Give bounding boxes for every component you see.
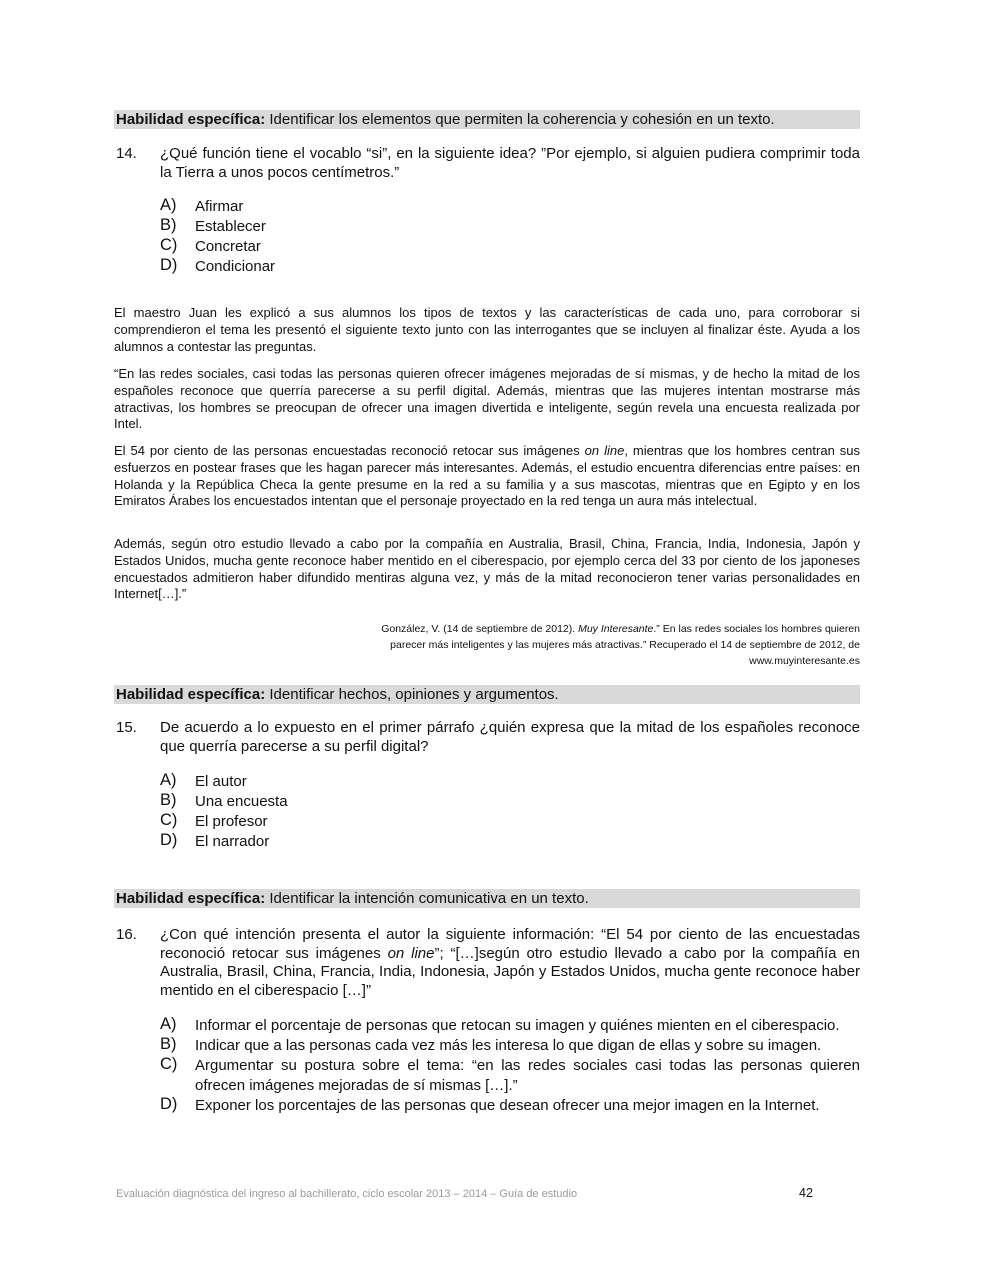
- question-number: 15.: [116, 719, 137, 736]
- option-letter: D): [160, 256, 178, 274]
- option-letter: A): [160, 196, 177, 214]
- option-letter: C): [160, 1055, 178, 1073]
- reading-paragraph-3: Además, según otro estudio llevado a cabo por la compañía en Australia, Brasil, China, Francia, India, Indonesia, Japón y Estados Unidos, mucha gente reconoce haber mentido en el ciberespacio, por ejemplo cerca del 33 por ciento de los japoneses encuestados admitieron haber difundido mentiras alguna vez, y más de la mitad reconocieron tener varias personalidades en Internet[…].”: [114, 536, 860, 602]
- text: ”; “[…]según otro estudio llevado a cabo por la compañía en Australia, Brasil, China, Francia, India, Indonesia, Japón y Estados Unidos, mucha gente reconoce haber mentido en el ciberespacio […]”: [160, 944, 860, 999]
- option-letter: C): [160, 236, 178, 254]
- skill-text: Identificar la intención comunicativa en un texto.: [269, 890, 589, 907]
- option-letter: C): [160, 811, 178, 829]
- option-b[interactable]: [160, 792, 860, 812]
- page-number: 42: [799, 1186, 813, 1200]
- option-text: El profesor: [195, 813, 268, 830]
- option-c[interactable]: [160, 812, 860, 832]
- option-c[interactable]: [160, 237, 860, 257]
- skill-text: Identificar hechos, opiniones y argumentos.: [269, 686, 559, 703]
- text: , mientras que los hombres centran sus esfuerzos en postear frases que les hagan parecer más interesantes. Además, el estudio encuentra diferencias entre países: en Holanda y la República Checa la gente presume en la red a su familia y a sus mascotas, mientras que en Egipto y en los Emiratos Árabes los encuestados intentan que el personaje proyectado en la red tenga un aura más intelectual.: [114, 443, 860, 509]
- option-text: Condicionar: [195, 258, 276, 275]
- question-15: [114, 719, 860, 756]
- question-14: [114, 145, 860, 182]
- option-text: Argumentar su postura sobre el tema: “en las redes sociales casi todas las personas quieren ofrecen imágenes mejoradas de sí mismas […].”: [195, 1057, 860, 1094]
- options-14: [160, 197, 860, 277]
- text: El 54 por ciento de las personas encuestadas reconoció retocar sus imágenes: [114, 443, 585, 458]
- option-letter: B): [160, 1035, 177, 1053]
- options-15: [160, 772, 860, 852]
- skill-label: Habilidad específica:: [116, 111, 266, 128]
- option-letter: A): [160, 1015, 177, 1033]
- skill-text: Identificar los elementos que permiten la coherencia y cohesión en un texto.: [269, 111, 775, 128]
- italic-text: on line: [584, 443, 625, 458]
- option-text: Indicar que a las personas cada vez más les interesa lo que digan de ellas y sobre su imagen.: [195, 1037, 822, 1054]
- option-text: Concretar: [195, 238, 261, 255]
- option-letter: D): [160, 1094, 178, 1113]
- question-text: ¿Qué función tiene el vocablo “si”, en la siguiente idea? ”Por ejemplo, si alguien pudiera comprimir toda la Tierra a unos pocos centímetros.”: [160, 145, 860, 181]
- citation: [350, 621, 860, 669]
- italic-text: Muy Interesante: [578, 623, 654, 635]
- option-text: El autor: [195, 773, 247, 790]
- skill-label: Habilidad específica:: [116, 890, 266, 907]
- option-letter: D): [160, 831, 178, 849]
- skill-header-15: [114, 685, 860, 704]
- option-text: Exponer los porcentajes de las personas que desean ofrecer una mejor imagen en la Internet.: [195, 1096, 820, 1114]
- option-c[interactable]: [160, 1056, 860, 1095]
- option-text: Una encuesta: [195, 793, 288, 810]
- reading-paragraph-2: [114, 443, 860, 510]
- italic-text: on line: [387, 944, 435, 962]
- option-text: Afirmar: [195, 198, 244, 215]
- skill-header-16: [114, 889, 860, 908]
- skill-label: Habilidad específica:: [116, 686, 266, 703]
- option-a[interactable]: [160, 197, 860, 217]
- option-d[interactable]: [160, 257, 860, 277]
- option-text: Establecer: [195, 218, 266, 235]
- question-text: De acuerdo a lo expuesto en el primer párrafo ¿quién expresa que la mitad de los españoles reconoce que querría parecerse a su perfil digital?: [160, 719, 860, 755]
- option-b[interactable]: [160, 217, 860, 237]
- option-a[interactable]: [160, 1016, 860, 1036]
- option-text: El narrador: [195, 833, 270, 850]
- option-letter: B): [160, 791, 177, 809]
- reading-paragraph-1: “En las redes sociales, casi todas las personas quieren ofrecer imágenes mejoradas de sí mismas, y de hecho la mitad de los españoles reconoce que querría parecerse a su perfil digital. Además, mientras que las mujeres intentan mostrarse más atractivas, los hombres se preocupan de ofrecer una imagen divertida e inteligente, según revela una encuesta realizada por Intel.: [114, 366, 860, 432]
- option-b[interactable]: [160, 1036, 860, 1056]
- option-d[interactable]: [160, 832, 860, 852]
- option-a[interactable]: [160, 772, 860, 792]
- skill-header-14: [114, 110, 860, 129]
- question-16: [114, 926, 860, 1000]
- text: ¿Con qué intención presenta el autor la siguiente información: “El 54 por ciento de las encuestadas reconoció retocar sus imágenes: [160, 926, 860, 962]
- reading-intro: El maestro Juan les explicó a sus alumnos los tipos de textos y las características de cada uno, para corroborar si comprendieron el tema les presentó el siguiente texto junto con las interrogantes que se incluyen al finalizar éste. Ayuda a los alumnos a contestar las preguntas.: [114, 305, 860, 354]
- option-letter: B): [160, 216, 177, 234]
- question-text: [160, 926, 860, 1000]
- option-d[interactable]: [160, 1096, 860, 1116]
- question-number: 14.: [116, 145, 137, 162]
- text: .” En las redes sociales los hombres quieren parecer más inteligentes y las mujeres más atractivas.” Recuperado el 14 de septiembre de 2012, de www.muyinteresante.es: [390, 623, 860, 667]
- options-16: [160, 1016, 860, 1116]
- footer-text: Evaluación diagnóstica del ingreso al bachillerato, ciclo escolar 2013 – 2014 – Guía de estudio: [116, 1188, 578, 1200]
- option-text: Informar el porcentaje de personas que retocan su imagen y quiénes mienten en el ciberespacio.: [195, 1017, 840, 1034]
- question-number: 16.: [116, 926, 137, 943]
- text: González, V. (14 de septiembre de 2012).: [381, 623, 579, 635]
- option-letter: A): [160, 771, 177, 789]
